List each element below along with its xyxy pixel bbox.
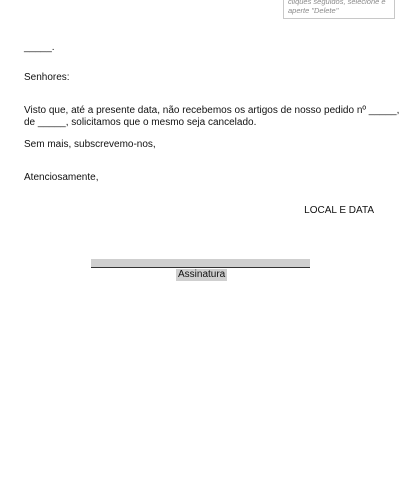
body-paragraph — [24, 105, 400, 129]
signature-label: Assinatura — [178, 269, 226, 280]
instruction-note-line1: cliques seguidos, selecione e — [288, 0, 386, 6]
salutation: Senhores: — [24, 72, 70, 83]
regards: Atenciosamente, — [24, 172, 99, 183]
date-blank: _____. — [24, 42, 55, 53]
body-line-1: Visto que, até a presente data, não recebemos os artigos de nosso pedido nº _____, — [24, 105, 400, 116]
instruction-note-line2: aperte "Delete" — [288, 6, 339, 15]
closing-line: Sem mais, subscrevemo-nos, — [24, 139, 156, 150]
signature-line — [91, 259, 310, 268]
local-and-date: LOCAL E DATA — [304, 205, 374, 216]
body-line-2: de _____, solicitamos que o mesmo seja cancelado. — [24, 117, 257, 128]
instruction-note — [283, 0, 395, 19]
